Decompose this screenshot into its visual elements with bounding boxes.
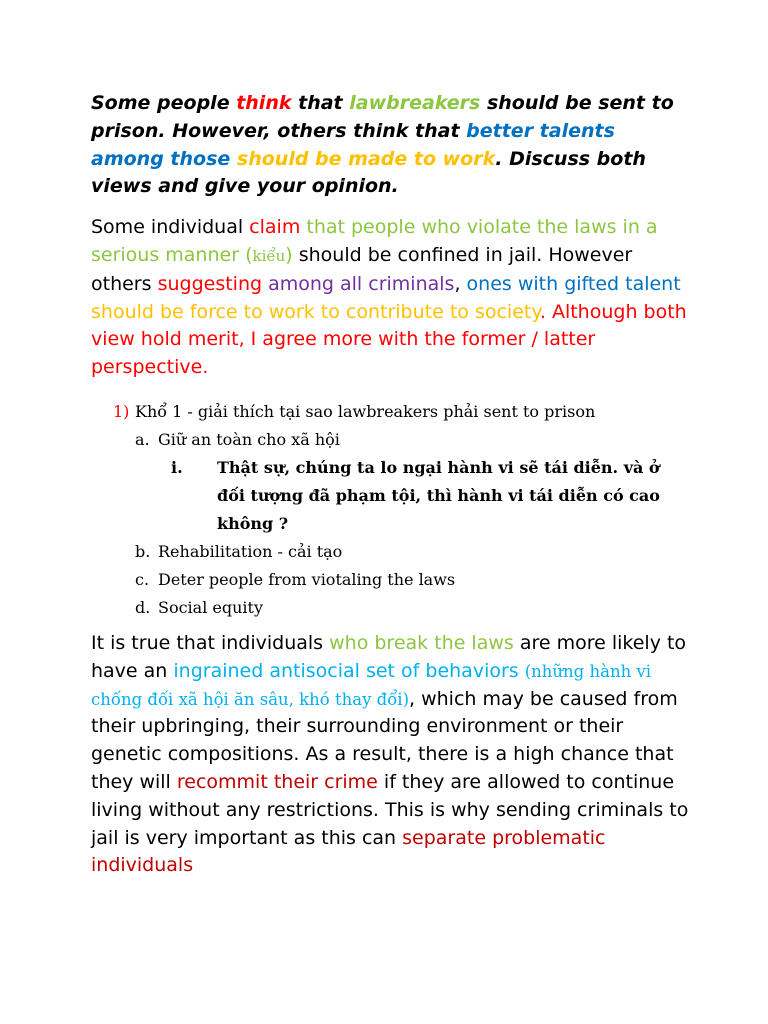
- prompt-highlight-made-to-work: should be made to work: [236, 147, 496, 170]
- prompt-text: [230, 148, 237, 170]
- essay-prompt: [91, 90, 691, 201]
- document-page: [91, 90, 691, 896]
- body-highlight-separate: separate problematic individuals: [91, 826, 606, 877]
- outline-item-b: [91, 538, 691, 566]
- body-highlight-break-laws: who break the laws: [329, 631, 514, 654]
- outline-letter: a.: [135, 429, 150, 449]
- body-highlight-recommit: recommit their crime: [176, 770, 378, 793]
- intro-highlight-among-criminals: among all criminals: [268, 272, 455, 295]
- outline-item-c: [91, 566, 691, 594]
- prompt-highlight-better-talents: better talents among those: [91, 119, 615, 170]
- prompt-text: should be sent to prison. However, others think that: [91, 92, 674, 142]
- outline-letter: d.: [135, 597, 151, 617]
- intro-highlight-violators: that people who violate the laws in a serious manner: [91, 216, 658, 266]
- prompt-highlight-think: think: [236, 92, 292, 114]
- essay-outline: [91, 398, 691, 622]
- body-text: if they are allowed to continue living without any restrictions. This is why sending criminals to jail is very important as this can: [91, 770, 689, 849]
- outline-letter: c.: [135, 569, 150, 589]
- intro-text: ,: [454, 272, 467, 295]
- intro-text: Some individual: [91, 216, 250, 239]
- outline-item-i: [91, 454, 691, 538]
- outline-roman: i.: [171, 457, 183, 477]
- outline-item-text: Khổ 1 - giải thích tại sao lawbreakers phải sent to prison: [135, 401, 596, 421]
- body-text: , which may be caused from their upbringing, their surrounding environment or their genetic compositions. As a result, there is a high chance that they will: [91, 687, 678, 793]
- intro-text: (: [239, 243, 253, 266]
- outline-item-a: [91, 426, 691, 454]
- outline-item-text: Giữ an toàn cho xã hội: [158, 429, 340, 449]
- outline-item-text: Rehabilitation - cải tạo: [158, 541, 343, 561]
- intro-paragraph: [91, 214, 691, 382]
- intro-text: should be confined in jail. However others: [91, 243, 633, 295]
- outline-item-text: Deter people from viotaling the laws: [158, 569, 456, 589]
- intro-highlight-gifted-talent: ones with gifted talent: [466, 272, 681, 295]
- intro-highlight-suggesting: suggesting: [157, 272, 263, 295]
- outline-item-1: [91, 398, 691, 426]
- body-text: It is true that individuals: [91, 631, 330, 654]
- outline-item-text: Social equity: [158, 597, 264, 617]
- intro-note-kieu: kiểu: [252, 246, 286, 265]
- intro-highlight-thesis: . Although both view hold merit, I agree more with the former / latter perspective.: [91, 300, 687, 379]
- intro-text: ): [285, 243, 293, 266]
- intro-highlight-force-to-work: should be force to work to contribute to society: [91, 300, 540, 323]
- body-highlight-antisocial: ingrained antisocial set of behaviors: [173, 659, 519, 682]
- prompt-highlight-lawbreakers: lawbreakers: [349, 92, 481, 114]
- outline-letter: b.: [135, 541, 151, 561]
- outline-item-text: Thật sự, chúng ta lo ngại hành vi sẽ tái diễn. và ở đối tượng đã phạm tội, thì hành vi tái diễn có cao không ?: [217, 457, 660, 533]
- body-paragraph: [91, 630, 691, 880]
- body-text: are more likely to have an: [91, 631, 687, 682]
- body-note-vietnamese: (những hành vi chống đối xã hội ăn sâu, khó thay đổi): [91, 661, 652, 709]
- prompt-text: that: [291, 92, 350, 114]
- outline-number: 1): [113, 401, 130, 421]
- intro-highlight-claim: claim: [249, 216, 301, 239]
- prompt-text: Some people: [91, 92, 237, 114]
- outline-item-d: [91, 594, 691, 622]
- prompt-text: . Discuss both views and give your opinion.: [91, 147, 646, 198]
